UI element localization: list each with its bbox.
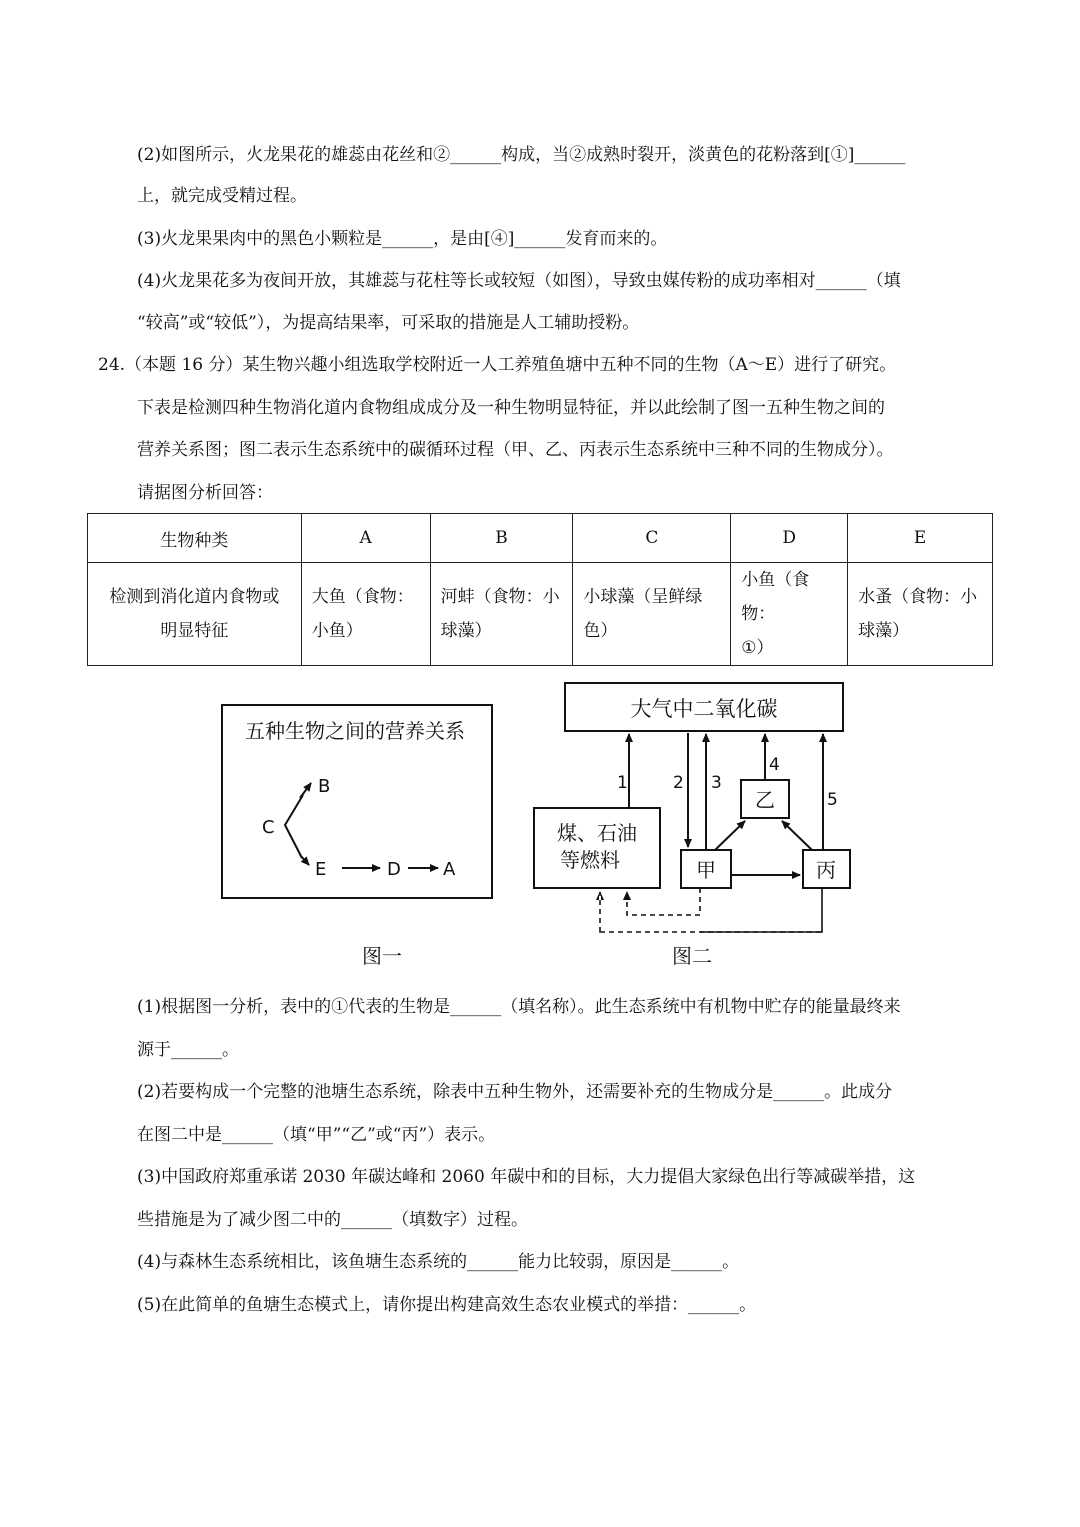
text-line: (3)中国政府郑重承诺 2030 年碳达峰和 2060 年碳中和的目标，大力提倡大家绿色出行等减碳举措，这: [137, 1167, 916, 1187]
arrow-label-5: 5: [827, 790, 838, 810]
path-bing-to-fuel: [600, 888, 822, 932]
table-header-cell: C: [573, 514, 731, 563]
table-cell: 水蚤（食物：小 球藻）: [848, 563, 993, 666]
node-b: B: [318, 776, 331, 797]
text-line: (5)在此简单的鱼塘生态模式上，请你提出构建高效生态农业模式的举措：______。: [137, 1295, 757, 1315]
table-cell: 小鱼（食物： ①）: [731, 563, 848, 666]
table-cell: 大鱼（食物： 小鱼）: [301, 563, 430, 666]
carbon-cycle-figure: [534, 683, 850, 968]
node-c: C: [262, 817, 275, 838]
figures: [0, 670, 1080, 980]
table-header-cell: A: [301, 514, 430, 563]
table-header-cell: D: [731, 514, 848, 563]
arrow-bing-to-yi: [782, 821, 812, 850]
question-heading: 24.（本题 16 分）某生物兴趣小组选取学校附近一人工养殖鱼塘中五种不同的生物（A～E）进行了研究。: [98, 355, 897, 375]
text-line: (2)如图所示，火龙果花的雄蕊由花丝和②______构成，当②成熟时裂开，淡黄色的花粉落到[①]______: [137, 145, 906, 165]
dashed-jia-to-fuel: [627, 888, 700, 915]
node-d: D: [387, 859, 401, 880]
table-cell: 河蚌（食物：小 球藻）: [430, 563, 573, 666]
text-line: 下表是检测四种生物消化道内食物组成成分及一种生物明显特征，并以此绘制了图一五种生物之间的: [137, 398, 885, 418]
bing-label: 丙: [816, 858, 836, 882]
table-row-label: 检测到消化道内食物或 明显特征: [88, 563, 302, 666]
arrow-label-1: 1: [617, 773, 628, 793]
text-line: (2)若要构成一个完整的池塘生态系统，除表中五种生物外，还需要补充的生物成分是______。此成分: [137, 1082, 893, 1102]
text-line: 营养关系图；图二表示生态系统中的碳循环过程（甲、乙、丙表示生态系统中三种不同的生物成分）。: [137, 440, 894, 460]
text-line: (4)与森林生态系统相比，该鱼塘生态系统的______能力比较弱，原因是______。: [137, 1252, 740, 1272]
text-line: 些措施是为了减少图二中的______（填数字）过程。: [137, 1210, 528, 1230]
arrow-label-2: 2: [673, 773, 684, 793]
arrow-c-to-e: [300, 855, 309, 865]
text-line: 在图二中是______（填“甲”“乙”或“丙”）表示。: [137, 1125, 496, 1145]
table-cell: 小球藻（呈鲜绿 色）: [573, 563, 731, 666]
node-a: A: [443, 859, 456, 880]
arrow-label-4: 4: [769, 755, 780, 775]
node-e: E: [315, 859, 327, 880]
arrow-c-branch: [285, 795, 303, 858]
arrow-jia-to-yi: [715, 821, 745, 850]
fig1-caption: 图一: [362, 944, 402, 968]
table-header-cell: E: [848, 514, 993, 563]
fuel-label: 等燃料: [560, 848, 620, 872]
text-line: “较高”或“较低”），为提高结果率，可采取的措施是人工辅助授粉。: [137, 313, 640, 333]
fig2-caption: 图二: [672, 944, 712, 968]
atmosphere-label: 大气中二氧化碳: [630, 697, 778, 721]
arrow-c-to-b: [300, 783, 311, 798]
text-line: (4)火龙果花多为夜间开放，其雄蕊与花柱等长或较短（如图），导致虫媒传粉的成功率相对______（填: [137, 271, 901, 291]
organism-table: [87, 513, 993, 666]
text-line: (3)火龙果果肉中的黑色小颗粒是______，是由[④]______发育而来的。: [137, 229, 668, 249]
text-line: 源于______。: [137, 1040, 239, 1060]
arrow-label-3: 3: [711, 773, 722, 793]
food-web-title: 五种生物之间的营养关系: [245, 719, 465, 743]
text-line: 请据图分析回答：: [137, 483, 273, 503]
text-line: 上，就完成受精过程。: [137, 186, 307, 206]
jia-label: 甲: [696, 858, 716, 882]
yi-label: 乙: [755, 788, 775, 812]
text-line: (1)根据图一分析，表中的①代表的生物是______（填名称）。此生态系统中有机物中贮存的能量最终来: [137, 997, 901, 1017]
fuel-label: 煤、石油: [557, 821, 637, 845]
table-header-cell: 生物种类: [88, 514, 302, 563]
food-web-figure: [222, 705, 492, 968]
table-header-cell: B: [430, 514, 573, 563]
